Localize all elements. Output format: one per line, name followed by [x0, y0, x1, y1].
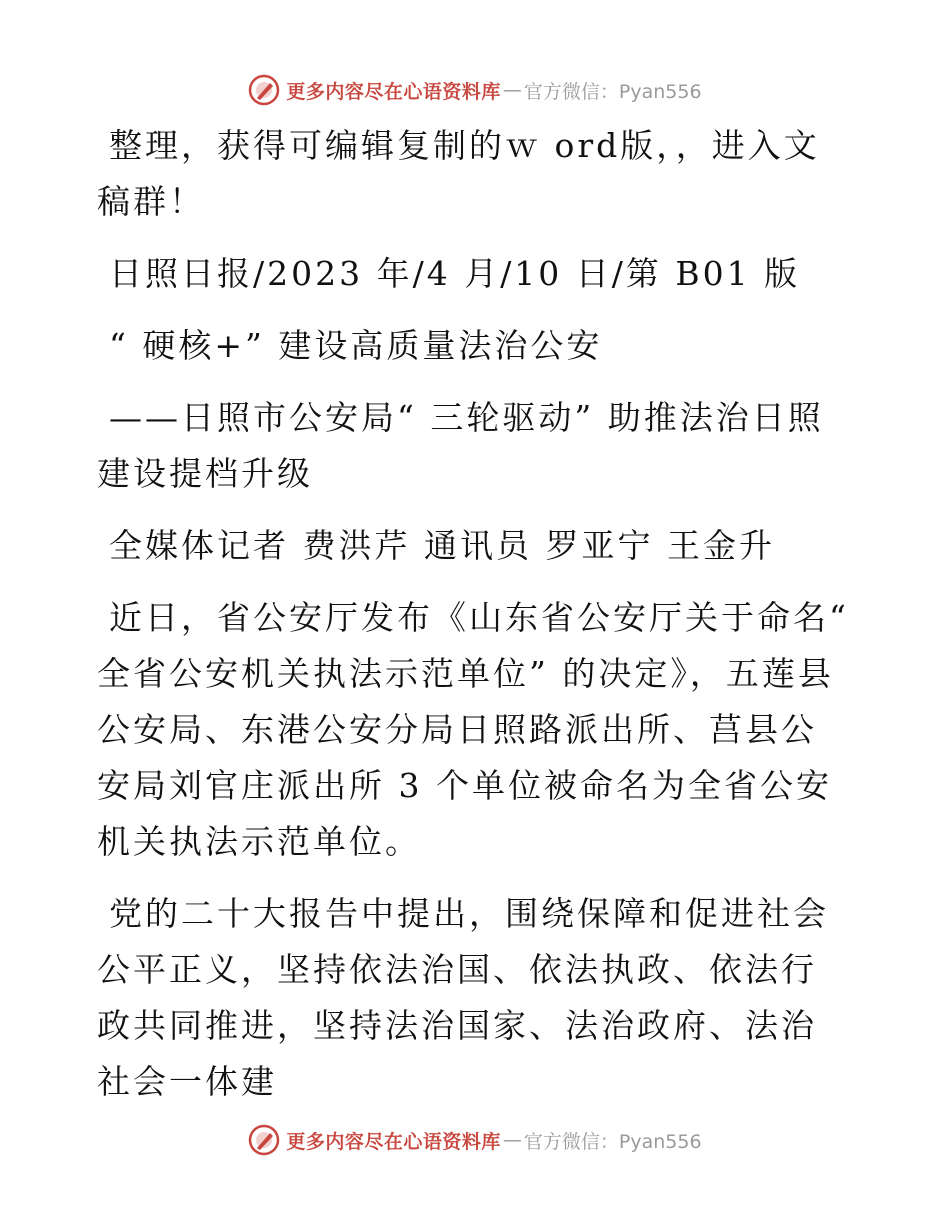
banner-separator: — — [502, 1129, 522, 1151]
banner-separator: — — [502, 79, 522, 101]
banner-text: 更多内容尽在心语资料库 — [286, 80, 501, 103]
article-subtitle: ——日照市公安局“ 三轮驱动” 助推法治日照建设提档升级 — [97, 398, 824, 493]
body-paragraph-1: 近日，省公安厅发布《山东省公安厅关于命名“ 全省公安机关执法示范单位” 的决定》，五莲县公安局、东港公安分局日照路派出所、莒县公安局刘官庄派出所 3 个单位被命名为全省公安机关执法示范单位。 — [97, 598, 849, 861]
byline: 全媒体记者 费洪芹 通讯员 罗亚宁 王金升 — [109, 526, 775, 565]
banner-wechat: 官方微信：Pyan556 — [523, 1130, 702, 1153]
article-title: “ 硬核+” 建设高质量法治公安 — [109, 326, 603, 365]
intro-paragraph: 整理，获得可编辑复制的ｗ ord版，，进入文稿群！ — [97, 126, 820, 221]
body-paragraph-2: 党的二十大报告中提出，围绕保障和促进社会公平正义，坚持依法治国、依法执政、依法行政共同推进，坚持法治国家、法治政府、法治社会一体建 — [97, 894, 829, 1101]
pen-logo-icon — [248, 74, 280, 106]
document-body — [97, 118, 852, 1126]
banner-wechat: 官方微信：Pyan556 — [523, 80, 702, 103]
pen-logo-icon — [248, 1124, 280, 1156]
footer-banner — [0, 1120, 950, 1160]
source-line: 日照日报/2023 年/4 月/10 日/第 B01 版 — [109, 254, 801, 293]
banner-text: 更多内容尽在心语资料库 — [286, 1130, 501, 1153]
header-banner — [0, 70, 950, 110]
